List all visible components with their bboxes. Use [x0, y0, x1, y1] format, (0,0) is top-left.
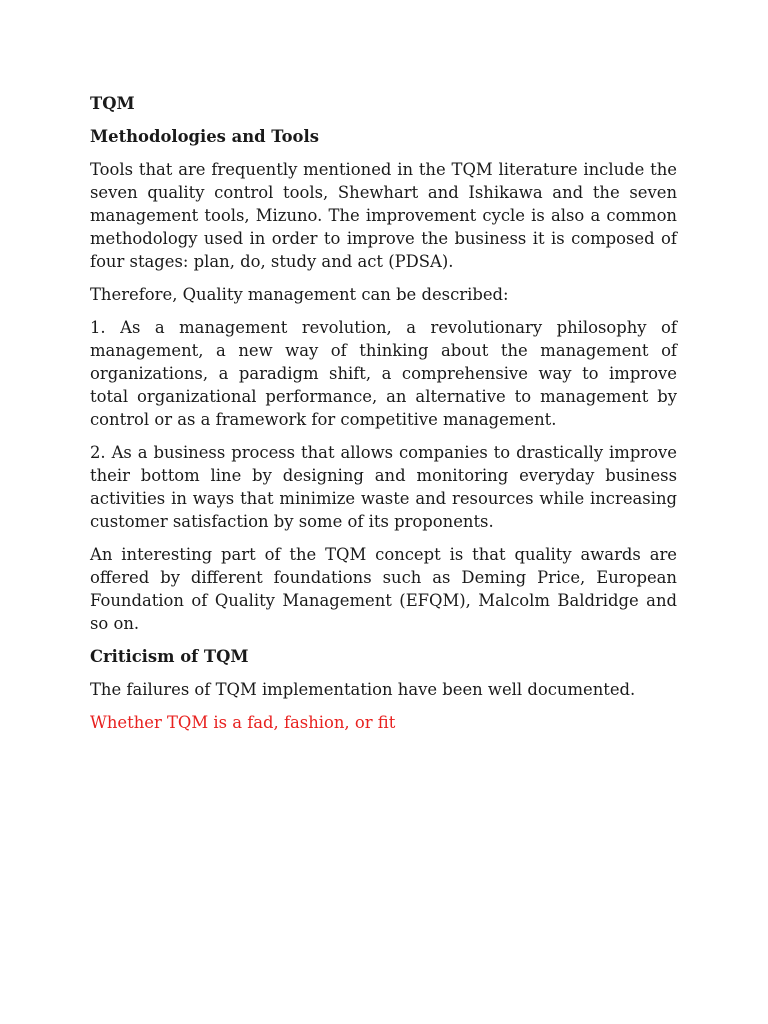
- list-item-business-process: 2. As a business process that allows companies to drastically improve their bottom line by designing and monitoring everyday business activities in ways that minimize waste and resources while increasing customer satisfaction by some of its proponents.: [90, 443, 677, 531]
- paragraph-failures: The failures of TQM implementation have been well documented.: [90, 680, 636, 699]
- paragraph-therefore: Therefore, Quality management can be described:: [90, 285, 509, 304]
- document-page: [90, 92, 677, 744]
- document-title: TQM: [90, 94, 135, 113]
- paragraph-tools: Tools that are frequently mentioned in the TQM literature include the seven quality control tools, Shewhart and Ishikawa and the seven management tools, Mizuno. The improvement cycle is also a common methodology used in order to improve the business it is composed of four stages: plan, do, study and act (PDSA).: [90, 160, 677, 271]
- highlighted-question: Whether TQM is a fad, fashion, or fit: [90, 713, 396, 732]
- list-item-management-revolution: 1. As a management revolution, a revolutionary philosophy of management, a new way of thinking about the management of organizations, a paradigm shift, a comprehensive way to improve total organizational performance, an alternative to management by control or as a framework for competitive management.: [90, 318, 677, 429]
- paragraph-quality-awards: An interesting part of the TQM concept is that quality awards are offered by different foundations such as Deming Price, European Foundation of Quality Management (EFQM), Malcolm Baldridge and so on.: [90, 545, 677, 633]
- section-heading-methodologies: Methodologies and Tools: [90, 127, 319, 146]
- section-heading-criticism: Criticism of TQM: [90, 647, 249, 666]
